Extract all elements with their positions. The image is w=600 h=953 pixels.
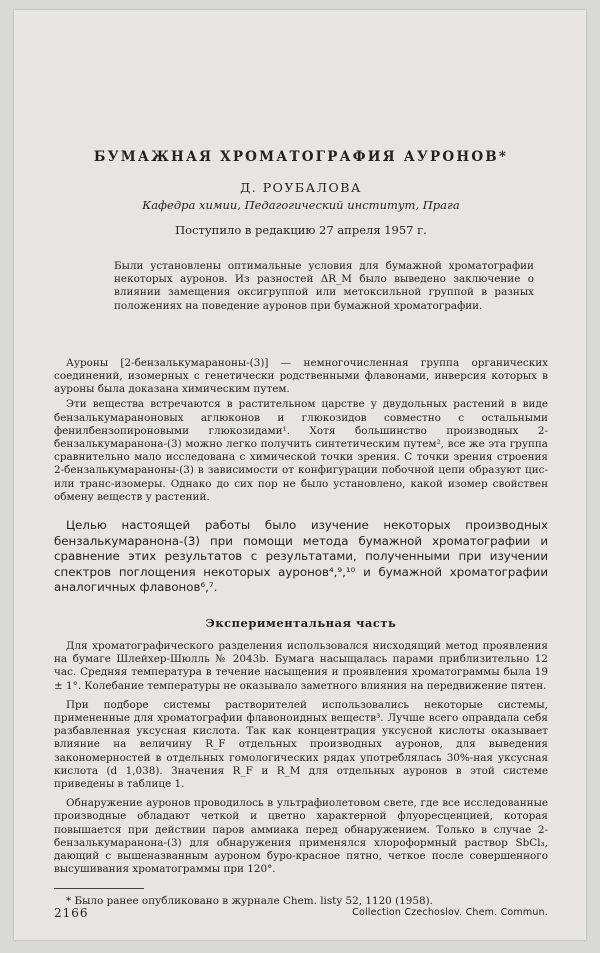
journal-name: Collection Czechoslov. Chem. Commun. (352, 907, 548, 918)
section-paragraph-2: При подборе системы растворителей использовались некоторые системы, примененные для хроматографии флавоноидных веществ³. Лучше всего оправдала себя разбавленная уксусная кислота. Так как концентрация уксусной кислоты оказывает влияние на величину R_F отдельных производных ауронов, для выведения закономерностей в отдельных гомологических рядах употреблялась 30%-ная уксусная кислота (d 1,038). Значения R_F и R_M для отдельных ауронов в этой системе приведены в таблице 1. (54, 698, 548, 791)
received-date: Поступило в редакцию 27 апреля 1957 г. (175, 223, 427, 237)
experimental-section (54, 640, 548, 876)
section-paragraph-3: Обнаружение ауронов проводилось в ультрафиолетовом свете, где все исследованные производные обладают четкой и цветно характерной флуоресценцией, которая повышается при действии паров аммиака перед обнаружением. Только в случае 2-бензалькумаранона-(3) для обнаружения применялся хлороформный раствор SbCl₃, дающий с вышеназванным ауроном буро-красное пятно, четкое после совершенного высушивания хроматограммы при 120°. (54, 797, 548, 876)
aim-text: Целью настоящей работы было изучение некоторых производных бензалькумаранона-(3) при помощи метода бумажной хроматографии и сравнение этих результатов с результатами, полученными при изучении спектров поглощения некоторых ауронов⁴,⁹,¹⁰ и бумажной хроматографии аналогичных флавонов⁶,⁷. (54, 518, 548, 595)
footnote: * Было ранее опубликовано в журнале Chem. listy 52, 1120 (1958). (66, 895, 433, 908)
section-paragraph-1: Для хроматографического разделения использовался нисходящий метод проявления на бумаге Шлейхер-Шюлль № 2043b. Бумага насыщалась парами приблизительно 12 час. Средняя температура в течение насыщения и проявления хроматограммы была 19 ± 1°. Колебание температуры не оказывало заметного влияния на передвижение пятен. (54, 640, 548, 692)
author: Д. РОУБАЛОВА (240, 180, 362, 195)
article-body (54, 136, 548, 909)
page (14, 10, 586, 940)
aim-paragraph (54, 518, 548, 596)
affiliation: Кафедра химии, Педагогический институт, Прага (142, 198, 460, 212)
section-title: Экспериментальная часть (205, 616, 397, 631)
article-title: БУМАЖНАЯ ХРОМАТОГРАФИЯ АУРОНОВ* (93, 149, 509, 165)
footnote-divider (54, 888, 144, 889)
introduction (54, 357, 548, 504)
intro-paragraph-1: Ауроны [2-бензалькумараноны-(3)] — немногочисленная группа органических соединений, изомерных с генетически родственными флавонами, инверсия которых в ауроны была доказана химическим путем. (54, 356, 548, 396)
page-number: 2166 (54, 906, 89, 920)
intro-paragraph-2: Эти вещества встречаются в растительном царстве у двудольных растений в виде бензалькумараноновых аглюконов и глюкозидов совместно с остальными фенилбензопироновыми глюкозидами¹. Хотя большинство производных 2-бензалькумаранона-(3) можно легко получить синтетическим путем², все же эта группа сравнительно мало исследована с химической точки зрения. С точки зрения строения 2-бензалькумараноны-(3) в зависимости от конфигурации побочной цепи образуют цис- или транс-изомеры. Однако до сих пор не было установлено, какой изомер свойствен обмену веществ у растений. (54, 398, 548, 503)
abstract: Были установлены оптимальные условия для бумажной хроматографии некоторых ауронов. Из разностей ΔR_M было выведено заключение о влиянии замещения оксигруппой или метоксильной группой в разных положениях на поведение ауронов при бумажной хроматографии. (114, 260, 534, 312)
